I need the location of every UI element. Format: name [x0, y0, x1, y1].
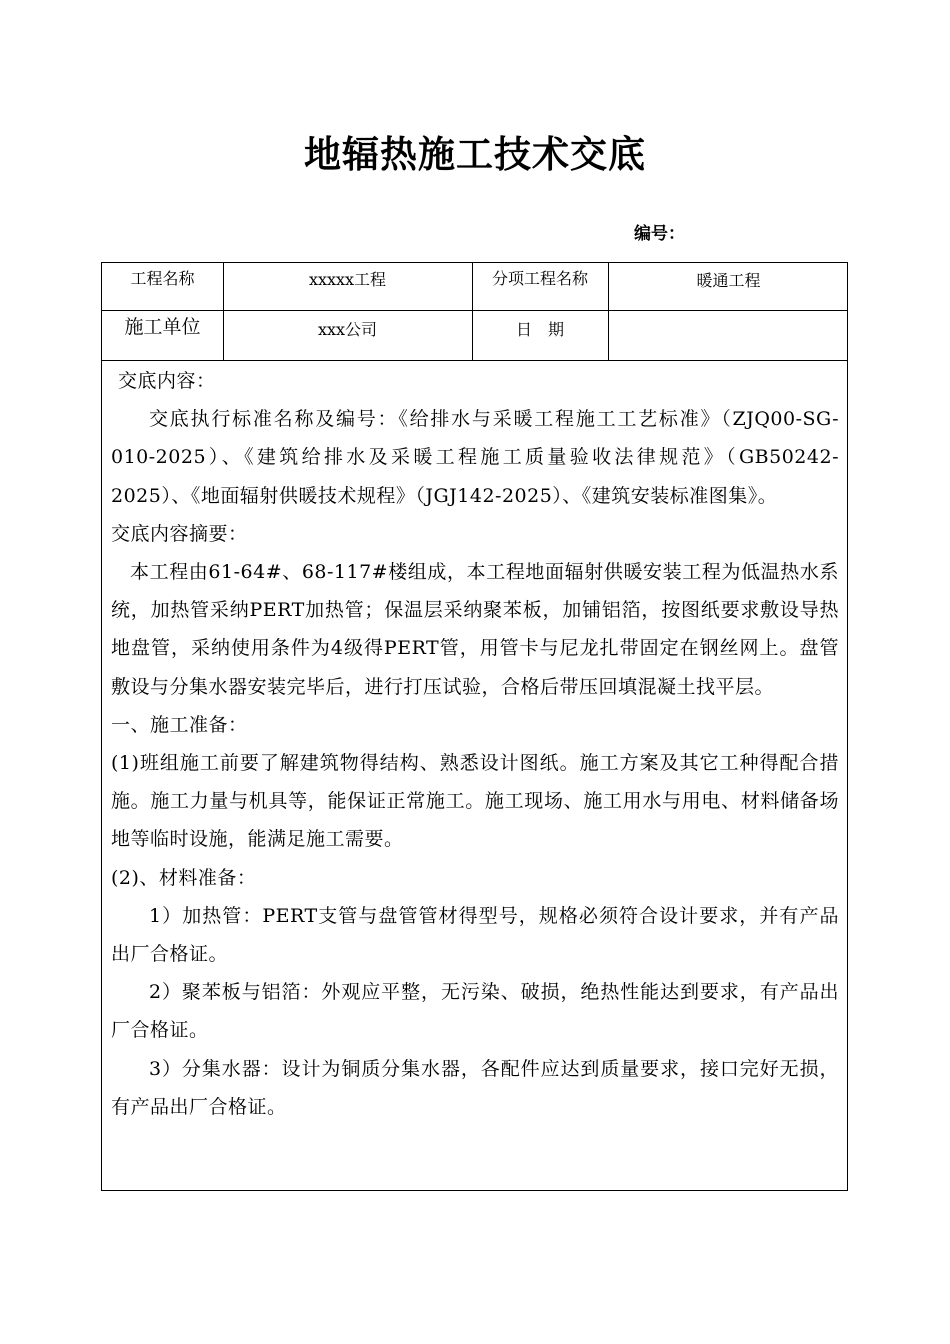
project-name-value: xxxxx工程 — [308, 270, 387, 289]
row-divider — [102, 310, 847, 311]
disclosure-content — [111, 362, 839, 1126]
material-insulation-board: 2）聚苯板与铝箔：外观应平整，无污染、破损，绝热性能达到要求，有产品出厂合格证。 — [111, 981, 839, 1042]
summary-paragraph: 本工程由61-64#、68-117#楼组成，本工程地面辐射供暖安装工程为低温热水系统，加热管采纳PERT加热管；保温层采纳聚苯板，加铺铝箔，按图纸要求敷设导热地盘管，采纳使用条件为4级得PERT管，用管卡与尼龙扎带固定在钢丝网上。盘管敷设与分集水器安装完毕后，进行打压试验，合格后带压回填混凝土找平层。 — [111, 561, 839, 698]
date-label: 日 期 — [515, 320, 564, 339]
materials-heading: (2)、材料准备： — [111, 866, 257, 889]
contractor-value: xxx公司 — [317, 320, 378, 339]
disclosure-table — [101, 262, 848, 1191]
material-heating-pipe: 1）加热管：PERT支管与盘管管材得型号，规格必须符合设计要求，并有产品出厂合格证。 — [111, 904, 839, 966]
section-heading: 一、施工准备： — [111, 713, 248, 736]
sub-project-value: 暖通工程 — [696, 271, 761, 290]
material-manifold: 3）分集水器：设计为铜质分集水器，各配件应达到质量要求，接口完好无损，有产品出厂合格证。 — [111, 1057, 839, 1118]
content-heading: 交底内容： — [118, 370, 216, 392]
contractor-label: 施工单位 — [124, 316, 201, 338]
sub-project-label: 分项工程名称 — [491, 269, 588, 288]
standards-paragraph: 交底执行标准名称及编号：《给排水与采暖工程施工工艺标准》（ZJQ00-SG-010-2025）、《建筑给排水及采暖工程施工质量验收法律规范》（GB50242-2025）、《地面辐射供暖技术规程》（JGJ142-2025）、《建筑安装标准图集》。 — [111, 408, 839, 507]
row-divider — [102, 360, 847, 361]
serial-number-label: 编号： — [634, 224, 685, 244]
document-title: 地辐热施工技术交底 — [304, 133, 646, 176]
construction-preparation-item: (1)班组施工前要了解建筑物得结构、熟悉设计图纸。施工方案及其它工种得配合措施。施工力量与机具等，能保证正常施工。施工现场、施工用水与用电、材料储备场地等临时设施，能满足施工需要。 — [111, 752, 839, 851]
project-name-label: 工程名称 — [130, 269, 195, 288]
summary-heading: 交底内容摘要： — [111, 522, 248, 545]
